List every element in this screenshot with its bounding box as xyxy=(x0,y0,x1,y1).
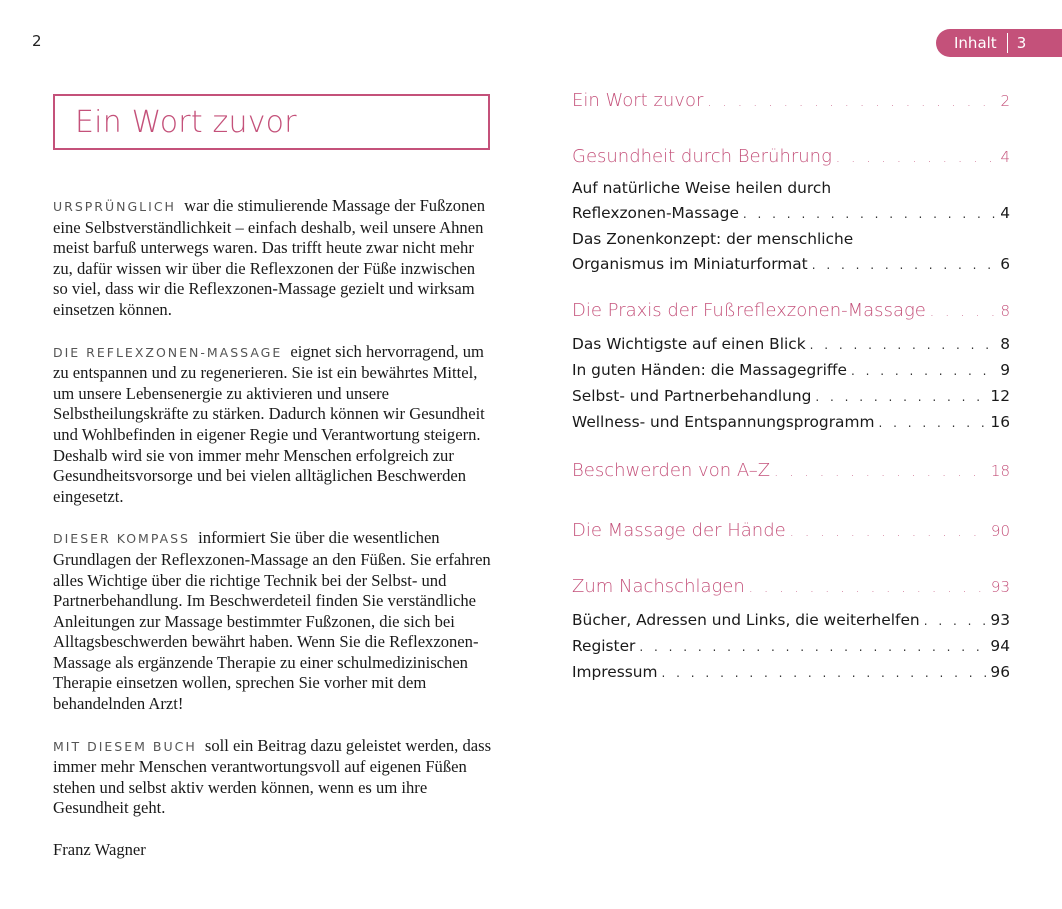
toc-entry[interactable] xyxy=(572,201,1010,227)
page-title: Ein Wort zuvor xyxy=(75,104,297,140)
toc-entry[interactable] xyxy=(572,410,1010,436)
paragraph-body: war die stimulierende Massage der Fußzonen eine Selbstverständlichkeit – einfach deshalb, weil unsere Ahnen meist barfuß unterwegs waren. Das trifft heute zwar nicht mehr zu, dafür wissen wir über die Reflexzonen der Füße inzwischen so viel, dass wir die Reflexzonen-Massage gezielt und wirksam einsetzen können. xyxy=(53,196,486,319)
table-of-contents xyxy=(572,90,1010,686)
toc-chapter[interactable] xyxy=(572,146,1010,176)
toc-leader-dots xyxy=(749,581,987,596)
section-tab xyxy=(936,29,1062,57)
toc-leader-dots xyxy=(662,661,987,686)
paragraph-1 xyxy=(53,196,493,321)
toc-page-number: 8 xyxy=(1000,335,1010,353)
toc-entry-title: Register xyxy=(572,637,636,655)
toc-entry[interactable] xyxy=(572,660,1010,686)
toc-entry-title: Wellness- und Entspannungsprogramm xyxy=(572,413,875,431)
toc-leader-dots xyxy=(836,151,997,166)
toc-chapter-title: Ein Wort zuvor xyxy=(572,90,704,111)
toc-chapter-title: Gesundheit durch Berührung xyxy=(572,146,832,167)
toc-leader-dots xyxy=(743,202,996,227)
toc-page-number: 2 xyxy=(1000,92,1010,110)
paragraph-body: soll ein Beitrag dazu geleistet werden, dass immer mehr Menschen verantwortungsvoll auf eigenen Füßen stehen und selbst aktiv werden können, wenn es um ihre Gesundheit geht. xyxy=(53,735,492,818)
toc-entry[interactable] xyxy=(572,332,1010,358)
toc-page-number: 4 xyxy=(1000,148,1010,166)
toc-chapter-title: Beschwerden von A–Z xyxy=(572,460,771,481)
toc-page-number: 18 xyxy=(990,462,1010,480)
paragraph-lead: MIT DIESEM BUCH xyxy=(53,738,197,754)
toc-page-number: 93 xyxy=(990,611,1010,629)
toc-chapter[interactable] xyxy=(572,300,1010,332)
toc-page-number: 90 xyxy=(990,522,1010,540)
paragraph-body: informiert Sie über die wesentlichen Grundlagen der Reflexzonen-Massage an den Füßen. Sie erfahren alles Wichtige über die richtige Technik bei der Selbst- und Partnerbehandlung. Im Beschwerdeteil finden Sie verständliche Anleitungen zur Massage bestimmter Fußzonen, die sich bei Alltagsbeschwerden bewährt haben. Wenn Sie die Reflexzonen-Massage als ergänzende Therapie zu einer schulmedizinischen Therapie einsetzen wollen, sprechen Sie vorher mit dem behandelnden Arzt! xyxy=(53,528,491,714)
toc-entry-line[interactable]: Das Zonenkonzept: der menschliche xyxy=(572,230,854,248)
toc-chapter-title: Die Praxis der Fußreflexzonen-Massage xyxy=(572,300,926,321)
paragraph-2 xyxy=(53,342,493,508)
toc-entry-title: Impressum xyxy=(572,663,658,681)
paragraph-lead: DIE REFLEXZONEN-MASSAGE xyxy=(53,344,283,360)
toc-entry[interactable] xyxy=(572,358,1010,384)
toc-leader-dots xyxy=(790,525,987,540)
toc-entry[interactable] xyxy=(572,608,1010,634)
paragraph-lead: URSPRÜNGLICH xyxy=(53,199,176,214)
toc-leader-dots xyxy=(810,333,997,358)
page-number-right: 3 xyxy=(1016,34,1027,52)
toc-page-number: 4 xyxy=(1000,204,1010,222)
toc-entry-title: Das Wichtigste auf einen Blick xyxy=(572,335,806,353)
toc-chapter-title: Die Massage der Hände xyxy=(572,520,786,541)
foreword-text xyxy=(53,196,493,882)
toc-entry[interactable] xyxy=(572,384,1010,410)
toc-leader-dots xyxy=(878,411,986,436)
paragraph-lead: DIESER KOMPASS xyxy=(53,531,190,547)
toc-entry[interactable] xyxy=(572,252,1010,278)
toc-entry-title: In guten Händen: die Massagegriffe xyxy=(572,361,847,379)
toc-entry-title: Bücher, Adressen und Links, die weiterhelfen xyxy=(572,611,920,629)
toc-page-number: 9 xyxy=(1000,361,1010,379)
toc-page-number: 94 xyxy=(990,637,1010,655)
section-tab-divider xyxy=(1007,33,1008,53)
toc-leader-dots xyxy=(639,635,986,660)
toc-leader-dots xyxy=(930,305,997,320)
signature: Franz Wagner xyxy=(53,840,146,860)
toc-entry[interactable] xyxy=(572,634,1010,660)
toc-page-number: 12 xyxy=(990,387,1010,405)
title-box xyxy=(53,94,490,150)
paragraph-body: eignet sich hervorragend, um zu entspannen und zu regenerieren. Sie ist ein bewährtes Mittel, um unsere Lebensenergie zu aktivieren und unsere Selbstheilungskräfte zu stärken. Dadurch können wir Gesundheit und Wohlbefinden in eigener Regie und Verantwortung steigern. Deshalb wird sie von immer mehr Menschen erfolgreich zur Gesundheitsvorsorge und bei vielen alltäglichen Beschwerden eingesetzt. xyxy=(53,341,485,506)
toc-page-number: 6 xyxy=(1000,255,1010,273)
toc-chapter[interactable] xyxy=(572,520,1010,552)
toc-leader-dots xyxy=(815,385,986,410)
toc-page-number: 8 xyxy=(1000,302,1010,320)
toc-chapter-title: Zum Nachschlagen xyxy=(572,576,745,597)
toc-entry-title: Organismus im Miniaturformat xyxy=(572,255,808,273)
paragraph-4 xyxy=(53,736,493,819)
toc-page-number: 93 xyxy=(990,578,1010,596)
toc-entry-title: Reflexzonen-Massage xyxy=(572,204,739,222)
section-tab-label: Inhalt xyxy=(954,34,997,52)
page-number-left: 2 xyxy=(32,32,42,50)
toc-chapter[interactable] xyxy=(572,460,1010,492)
toc-entry-line[interactable]: Auf natürliche Weise heilen durch xyxy=(572,179,832,197)
toc-chapter[interactable] xyxy=(572,576,1010,608)
toc-leader-dots xyxy=(707,95,996,110)
toc-leader-dots xyxy=(812,253,996,278)
toc-leader-dots xyxy=(851,359,996,384)
toc-entry-title: Selbst- und Partnerbehandlung xyxy=(572,387,812,405)
toc-page-number: 16 xyxy=(990,413,1010,431)
toc-leader-dots xyxy=(774,465,987,480)
paragraph-3 xyxy=(53,528,493,714)
toc-chapter[interactable] xyxy=(572,90,1010,120)
toc-leader-dots xyxy=(924,609,987,634)
toc-page-number: 96 xyxy=(990,663,1010,681)
